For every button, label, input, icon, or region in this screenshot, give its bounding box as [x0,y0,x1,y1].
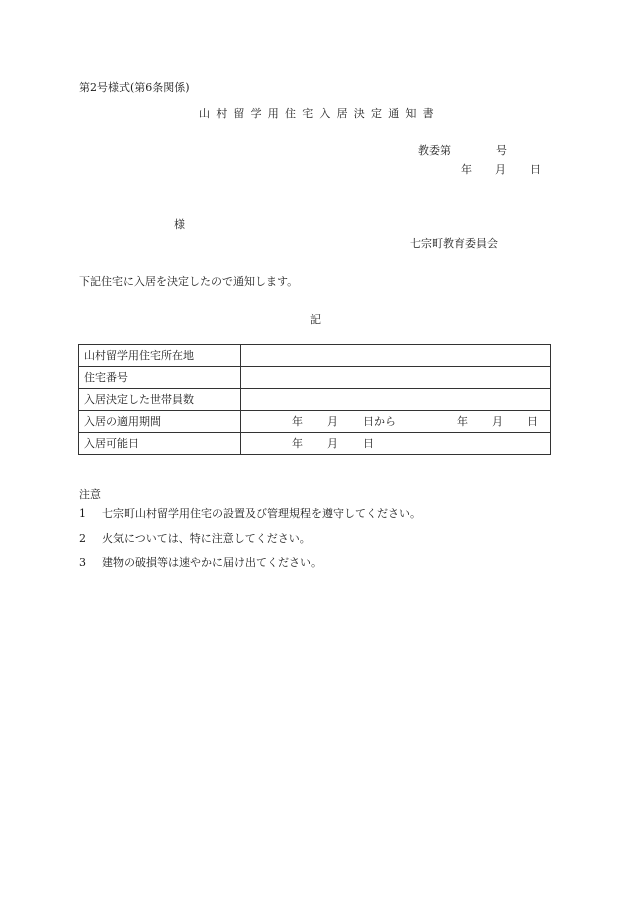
note-item [79,557,322,568]
move-in-day: 日 [363,437,374,450]
note-item [79,533,311,544]
row-label-household-members: 入居決定した世帯員数 [79,389,241,411]
note-text: 火気については、特に注意してください。 [102,532,311,545]
period-from-month: 月 [327,415,338,428]
reference-prefix: 教委第 [418,144,451,157]
note-number: 2 [79,532,86,545]
notes-title: 注意 [79,488,101,501]
note-number: 3 [79,556,86,569]
row-label-period: 入居の適用期間 [79,411,241,433]
date-month-label: 月 [495,163,506,176]
table-row [79,389,551,411]
info-table [78,344,551,455]
note-text: 七宗町山村留学用住宅の設置及び管理規程を遵守してください。 [102,507,421,520]
period-from-year: 年 [292,415,303,428]
table-row [79,411,551,433]
addressee-honorific: 様 [174,218,185,231]
table-row [79,367,551,389]
note-text: 建物の破損等は速やかに届け出てください。 [102,556,322,569]
form-number: 第2号様式(第6条関係) [79,81,190,94]
note-number: 1 [79,507,86,520]
row-label-location: 山村留学用住宅所在地 [79,345,241,367]
table-row [79,345,551,367]
row-label-move-in-date: 入居可能日 [79,433,241,455]
note-item [79,508,421,519]
row-value-location [241,345,551,367]
document-title: 山村留学用住宅入居決定通知書 [199,107,440,120]
row-value-period [241,411,551,433]
row-value-house-number [241,367,551,389]
period-to-year: 年 [457,415,468,428]
issuer-name: 七宗町教育委員会 [410,237,498,250]
period-from-day: 日から [363,415,396,428]
date-year-label: 年 [461,163,472,176]
period-to-day: 日 [527,415,538,428]
table-row [79,433,551,455]
row-value-move-in-date [241,433,551,455]
move-in-month: 月 [327,437,338,450]
period-to-month: 月 [492,415,503,428]
row-value-household-members [241,389,551,411]
ki-heading: 記 [310,313,321,326]
body-text: 下記住宅に入居を決定したので通知します。 [79,275,299,288]
row-label-house-number: 住宅番号 [79,367,241,389]
reference-suffix: 号 [496,144,507,157]
move-in-year: 年 [292,437,303,450]
date-day-label: 日 [530,163,541,176]
